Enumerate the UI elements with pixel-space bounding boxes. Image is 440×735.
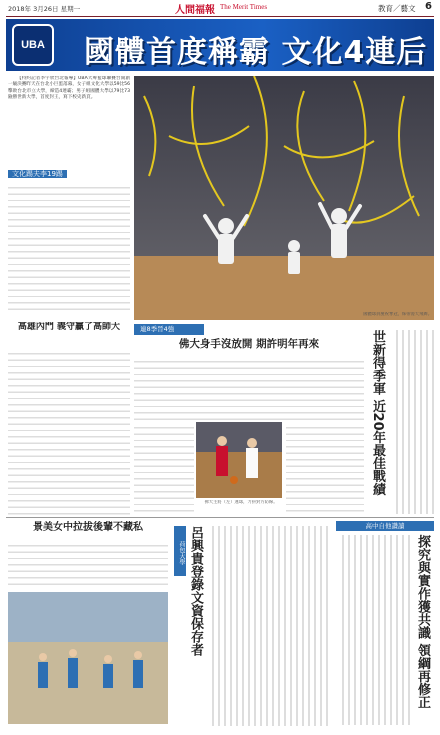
masthead-rule	[6, 16, 434, 17]
lead-body-text	[8, 182, 130, 314]
story5-head	[8, 521, 168, 537]
story2-body-text	[134, 356, 364, 420]
uba-logo: UBA	[12, 24, 54, 66]
celebration-photo-svg	[134, 76, 434, 320]
newspaper-logo-en: The Merit Times	[220, 3, 268, 11]
story2-head	[134, 338, 364, 352]
lead-photo	[134, 76, 434, 320]
lead-subhead: 文化踢夫李19踢	[8, 170, 67, 178]
page-number: 6	[425, 1, 432, 12]
story6-body-text	[208, 526, 332, 726]
lead-banner	[6, 19, 434, 71]
story2-body-text-3	[286, 422, 364, 512]
story2-caption: 佛大主將（左）運球，力拚對方防線。	[204, 500, 278, 505]
story7-headline: 探究與實作獲共識 領綱再修正	[415, 535, 430, 709]
story3-headline: 高雄內門 義守贏了高師大	[17, 322, 121, 332]
story3-body-text	[8, 348, 130, 518]
sports-team-photo-svg	[8, 592, 168, 724]
story6-tag: 荷包大學	[174, 526, 186, 576]
lead-headline: 國體首度稱霸 文化4連后	[84, 35, 428, 70]
story5-headline: 景美女中拉拔後輩不藏私	[33, 522, 143, 533]
story2-body-text-2	[134, 422, 194, 512]
story6-headline: 呂興貴登錄文資保存者	[188, 526, 203, 656]
story7-body-text	[338, 535, 410, 725]
basketball-photo-svg	[196, 422, 282, 498]
story2-tag: 連8季晉4強	[134, 324, 204, 335]
story4-body-text	[392, 330, 434, 514]
story2-headline: 佛大身手沒放開 期許明年再來	[178, 338, 320, 350]
story2-photo	[196, 422, 282, 498]
story4-headline: 世新得季軍 近20年最佳戰績	[370, 330, 385, 496]
newspaper-logo: 人間福報	[175, 5, 215, 16]
lead-caption: 國體球員慶祝奪冠，綵帶漫天飛舞。	[363, 312, 432, 317]
story3-head	[8, 322, 130, 344]
lead-intro: 【特約記者李宇欣台北報導】UBA大專籃球聯賽台開創一級決賽昨天在台北小巨蛋落幕，女子組文化大學以59比56擊敗台北市立大學，締造4連霸；男子組國體大學以79比73險勝世新大學，首度封王，寫下校史新頁。	[8, 76, 130, 101]
story7-band: 高中自他讚讀	[336, 521, 434, 531]
lead-subhead-wrap	[8, 170, 130, 180]
section-rule	[6, 517, 434, 518]
story5-photo	[8, 592, 168, 724]
section-name: 教育／藝文	[378, 4, 416, 13]
issue-date: 2018年 3月26日 星期一	[8, 5, 81, 13]
story5-body-text	[8, 540, 168, 590]
